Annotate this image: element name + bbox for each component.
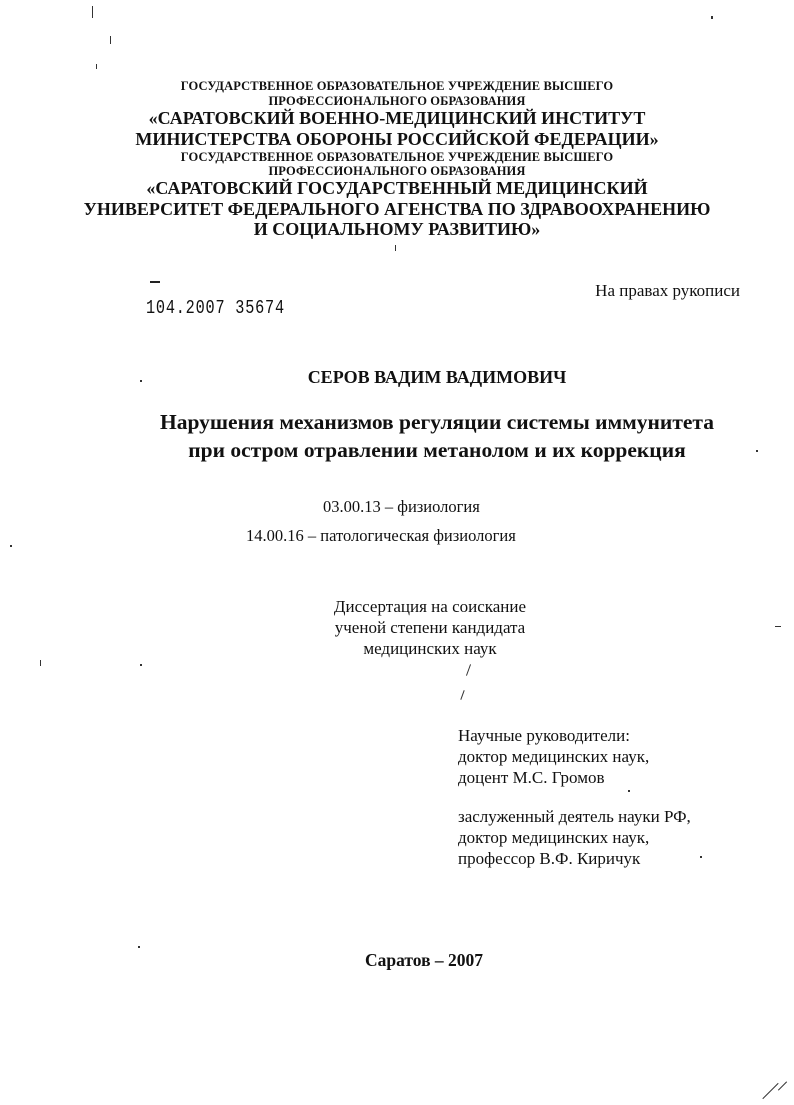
dissertation-title xyxy=(40,408,794,464)
org2-name-line3: И СОЦИАЛЬНОМУ РАЗВИТИЮ» xyxy=(253,219,541,239)
org2-type-line2: ПРОФЕССИОНАЛЬНОГО ОБРАЗОВАНИЯ xyxy=(268,164,526,178)
manuscript-note: На правах рукописи xyxy=(595,281,740,300)
org2-type-line1: ГОСУДАРСТВЕННОЕ ОБРАЗОВАТЕЛЬНОЕ УЧРЕЖДЕНИЕ ВЫСШЕГО xyxy=(180,150,614,164)
library-stamp-number: 104.2007 35674 xyxy=(146,297,285,319)
degree-note-line-1: Диссертация на соискание xyxy=(333,597,527,616)
scan-speck xyxy=(756,450,758,452)
org2-name-line2: УНИВЕРСИТЕТ ФЕДЕРАЛЬНОГО АГЕНСТВА ПО ЗДРАВООХРАНЕНИЮ xyxy=(83,199,711,219)
scan-speck xyxy=(466,664,471,676)
org1-name-line1: «САРАТОВСКИЙ ВОЕННО-МЕДИЦИНСКИЙ ИНСТИТУТ xyxy=(148,108,646,128)
supervisor-2-degree: доктор медицинских наук, xyxy=(458,828,650,847)
scan-speck xyxy=(775,626,781,627)
org1-name-line2: МИНИСТЕРСТВА ОБОРОНЫ РОССИЙСКОЙ ФЕДЕРАЦИИ» xyxy=(135,129,659,149)
stamp-tick-mark xyxy=(150,281,160,283)
supervisor-2-honor: заслуженный деятель науки РФ, xyxy=(458,807,691,826)
scan-speck xyxy=(778,1081,787,1090)
org1-type-line1: ГОСУДАРСТВЕННОЕ ОБРАЗОВАТЕЛЬНОЕ УЧРЕЖДЕНИЕ ВЫСШЕГО xyxy=(180,79,614,93)
scan-speck xyxy=(460,690,464,700)
scan-speck xyxy=(110,36,111,44)
degree-note-line-3: медицинских наук xyxy=(363,639,497,658)
supervisor-block-2 xyxy=(458,806,691,869)
org2-name-line1: «САРАТОВСКИЙ ГОСУДАРСТВЕННЫЙ МЕДИЦИНСКИЙ xyxy=(146,178,648,198)
supervisor-1-degree: доктор медицинских наук, xyxy=(458,747,650,766)
scan-speck xyxy=(628,790,630,792)
title-line-1: Нарушения механизмов регуляции системы иммунитета xyxy=(160,410,714,434)
scan-speck xyxy=(138,946,140,948)
scan-speck xyxy=(96,64,97,69)
degree-note-line-2: ученой степени кандидата xyxy=(334,618,526,637)
scan-speck xyxy=(700,856,702,858)
scan-speck xyxy=(140,380,142,382)
dissertation-degree-note xyxy=(230,596,630,659)
title-line-2: при остром отравлении метанолом и их коррекция xyxy=(188,438,686,462)
author-name: СЕРОВ ВАДИМ ВАДИМОВИЧ xyxy=(307,367,567,387)
scan-speck xyxy=(92,6,93,18)
scan-speck xyxy=(395,245,396,251)
scan-speck xyxy=(711,16,713,19)
scan-speck xyxy=(140,664,142,666)
scan-speck xyxy=(762,1083,778,1099)
supervisor-block-1 xyxy=(458,725,649,788)
scan-speck xyxy=(10,545,12,547)
org1-type-line2: ПРОФЕССИОНАЛЬНОГО ОБРАЗОВАНИЯ xyxy=(268,94,526,108)
supervisor-1-name: доцент М.С. Громов xyxy=(458,768,605,787)
specialty-pathophysiology: 14.00.16 – патологическая физиология xyxy=(246,526,516,545)
specialty-physiology: 03.00.13 – физиология xyxy=(323,497,480,516)
scan-speck xyxy=(40,660,41,666)
supervisor-2-name: профессор В.Ф. Киричук xyxy=(458,849,641,868)
supervisors-heading: Научные руководители: xyxy=(458,726,630,745)
city-year: Саратов – 2007 xyxy=(365,950,484,970)
